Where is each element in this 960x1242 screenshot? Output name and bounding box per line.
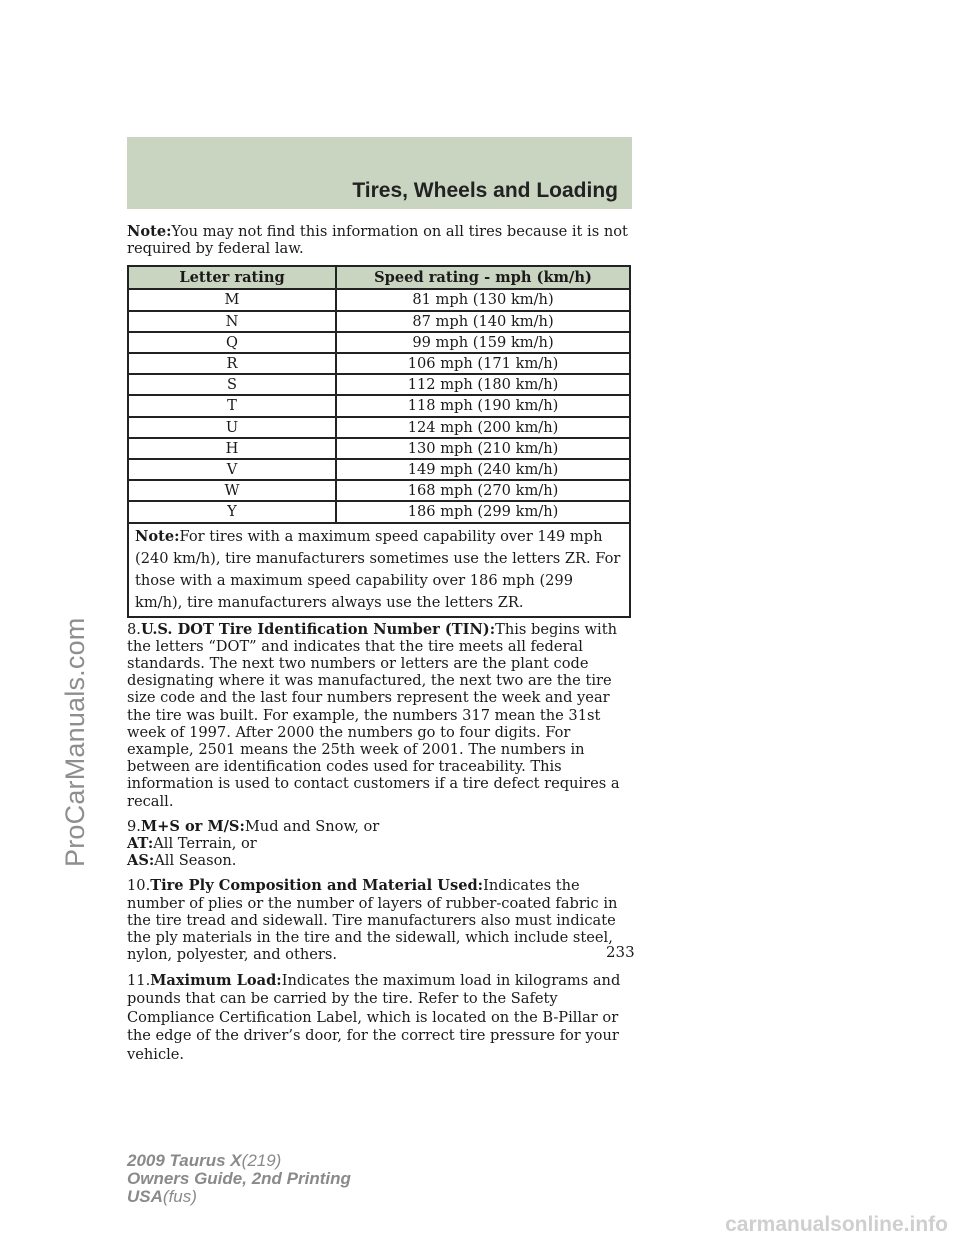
speed-cell: 124 mph (200 km/h) [336,417,630,438]
item-number: 9. [127,817,141,835]
speed-cell: 130 mph (210 km/h) [336,438,630,459]
speed-cell: 87 mph (140 km/h) [336,311,630,332]
page-number: 233 [606,943,635,961]
speed-cell: 112 mph (180 km/h) [336,374,630,395]
footer-line-1 [127,1152,351,1170]
footer-line-3 [127,1188,351,1206]
footer-market: USA [127,1187,163,1206]
table-row [128,374,630,395]
speed-cell: 118 mph (190 km/h) [336,395,630,416]
table-row [128,353,630,374]
item-text: Indicates the number of plies or the number of layers of rubber-coated fabric in the tire tread and sidewall. Tire manufacturers also must indicate the ply materials in the tire and the sidewall, which include steel, nylon, polyester, and others. [127,877,618,964]
at-text: All Terrain, or [153,835,257,853]
item-tin [127,621,633,810]
letter-cell: T [128,395,336,416]
intro-note [127,223,633,257]
item-number: 10. [127,877,151,895]
item-text: Indicates the maximum load in kilograms and pounds that can be carried by the tire. Refer to the Safety Compliance Certification Label, which is located on the B-Pillar or the edge of the driver’s door, for the correct tire pressure for your vehicle. [127,971,621,1063]
print-footer [127,1152,351,1206]
footer-market-code: (fus) [162,1187,197,1206]
section-header-band [127,137,632,209]
speed-cell: 149 mph (240 km/h) [336,459,630,480]
table-note-text: For tires with a maximum speed capability over 149 mph (240 km/h), tire manufacturers sometimes use the letters ZR. For those with a maximum speed capability over 186 mph (299 km/h), tire manufacturers always use the letters ZR. [135,527,621,611]
footer-model: 2009 Taurus X [127,1151,242,1170]
letter-cell: Y [128,501,336,522]
page-content [127,223,633,1064]
speed-cell: 81 mph (130 km/h) [336,289,630,310]
table-row [128,417,630,438]
letter-cell: V [128,459,336,480]
table-row [128,332,630,353]
footer-line-2: Owners Guide, 2nd Printing [127,1169,351,1188]
letter-cell: R [128,353,336,374]
item-number: 8. [127,620,141,638]
speed-rating-table [127,265,631,617]
bottom-watermark: carmanualsonline.info [725,1213,948,1236]
table-row [128,501,630,522]
table-row [128,311,630,332]
note-text: You may not find this information on all tires because it is not required by federal law. [127,223,628,258]
speed-cell: 168 mph (270 km/h) [336,480,630,501]
section-title: Tires, Wheels and Loading [352,179,618,202]
as-text: All Season. [154,852,237,870]
item-label: M+S or M/S: [140,817,245,835]
item-text: Mud and Snow, or [244,817,380,835]
table-row [128,480,630,501]
table-row [128,289,630,310]
speed-cell: 99 mph (159 km/h) [336,332,630,353]
item-label: Maximum Load: [150,971,282,989]
item-load [127,972,633,1065]
letter-cell: N [128,311,336,332]
table-note-label: Note: [135,527,180,545]
letter-cell: W [128,480,336,501]
as-label: AS: [127,852,155,870]
column-header-speed: Speed rating - mph (km/h) [336,266,630,289]
letter-cell: M [128,289,336,310]
item-label: U.S. DOT Tire Identification Number (TIN): [140,620,496,638]
note-label: Note: [127,223,172,240]
speed-cell: 106 mph (171 km/h) [336,353,630,374]
table-note-row [128,523,630,617]
side-watermark: ProCarManuals.com [60,617,90,867]
table-row [128,438,630,459]
column-header-letter: Letter rating [128,266,336,289]
footer-code: (219) [241,1151,282,1170]
item-ms [127,818,633,870]
table-row [128,395,630,416]
letter-cell: U [128,417,336,438]
at-label: AT: [127,835,154,853]
letter-cell: Q [128,332,336,353]
speed-cell: 186 mph (299 km/h) [336,501,630,522]
table-note [128,523,630,617]
table-header-row [128,266,630,289]
item-ply [127,877,633,963]
item-text: This begins with the letters “DOT” and indicates that the tire meets all federal standards. The next two numbers or letters are the plant code designating where it was manufactured, the next two are the tire size code and the last four numbers represent the week and year the tire was built. For example, the numbers 317 mean the 31st week of 1997. After 2000 the numbers go to four digits. For example, 2501 means the 25th week of 2001. The numbers in between are identification codes used for traceability. This information is used to contact customers if a tire defect requires a recall. [127,620,620,810]
item-label: Tire Ply Composition and Material Used: [150,877,484,895]
letter-cell: H [128,438,336,459]
letter-cell: S [128,374,336,395]
table-row [128,459,630,480]
item-number: 11. [127,971,151,989]
